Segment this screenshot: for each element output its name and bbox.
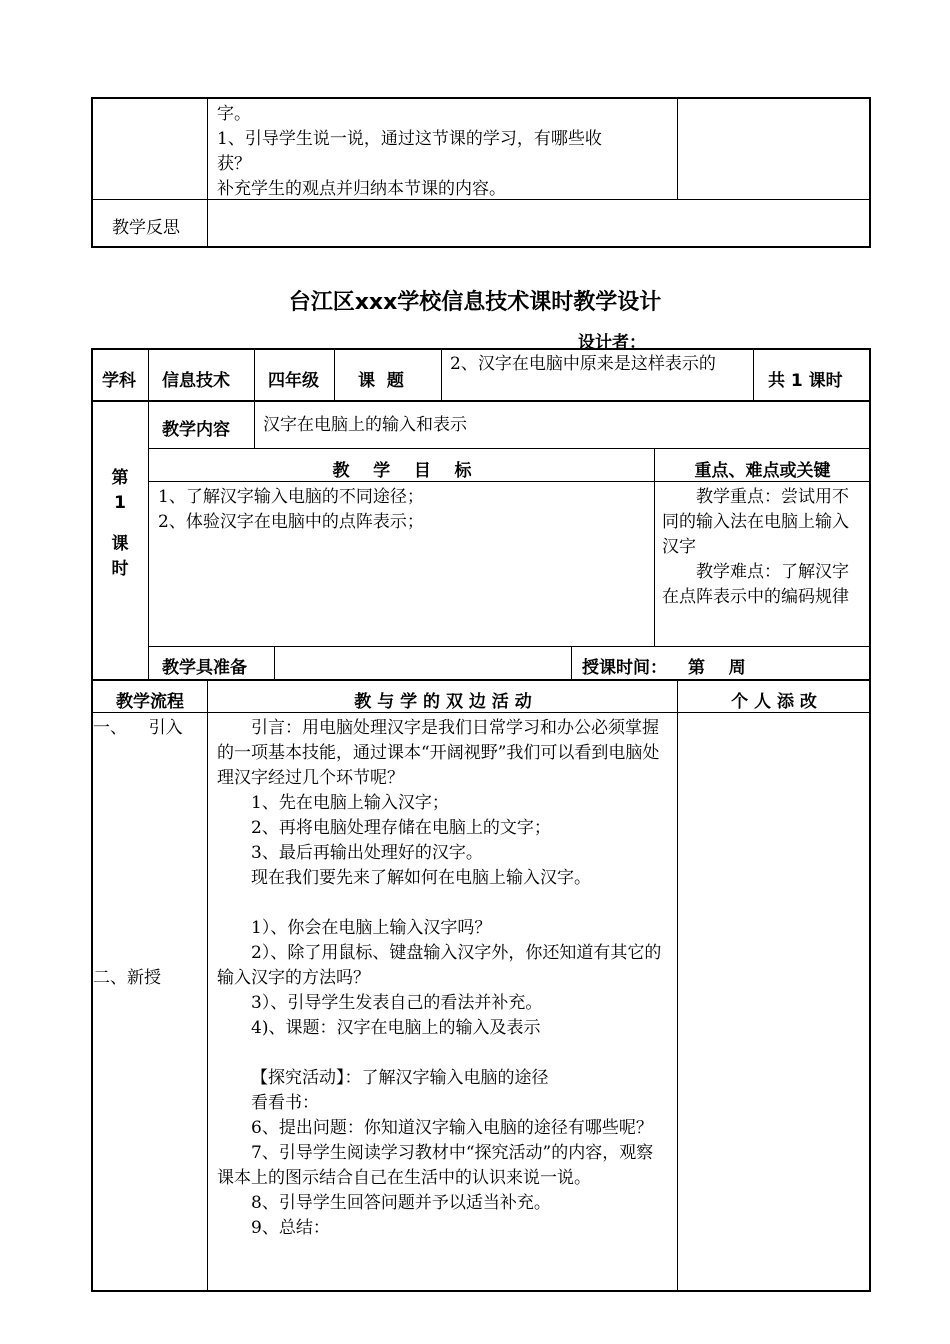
side-char: 1	[114, 493, 126, 513]
time-value: 第 周	[688, 658, 746, 678]
total-periods: 共 1 课时	[768, 371, 843, 391]
notes-header: 个 人 添 改	[731, 692, 817, 712]
blank-line	[217, 891, 669, 916]
activity-paragraph: 4)、课题：汉字在电脑上的输入及表示	[251, 1018, 541, 1038]
designer-label: 设计者：	[578, 333, 646, 353]
flow-step: 一、 引入	[93, 718, 183, 738]
activity-paragraph: 2、再将电脑处理存储在电脑上的文字；	[251, 818, 551, 838]
content-label: 教学内容	[162, 420, 230, 440]
prep-label: 教学具准备	[162, 658, 247, 678]
activity-paragraph: 【探究活动】：了解汉字输入电脑的途径	[251, 1068, 549, 1088]
prev-activity-text	[217, 102, 672, 202]
lesson-title: 2、汉字在电脑中原来是这样表示的	[450, 354, 716, 374]
activity-header: 教 与 学 的 双 边 活 动	[354, 692, 532, 712]
text-line: 字。	[217, 104, 251, 124]
activity-paragraph: 7、引导学生阅读学习教材中“探究活动”的内容，观察课本上的图示结合自己在生活中的认识来说一说。	[217, 1143, 654, 1188]
activity-paragraph: 3、最后再输出处理好的汉字。	[251, 843, 483, 863]
activity-paragraph: 6、提出问题：你知道汉字输入电脑的途径有哪些呢？	[251, 1118, 653, 1138]
keypoint-item: 教学难点：了解汉字在点阵表示中的编码规律	[662, 562, 849, 607]
activity-paragraph: 看看书：	[251, 1093, 319, 1113]
activity-paragraph: 引言：用电脑处理汉字是我们日常学习和办公必须掌握的一项基本技能，通过课本“开阔视野”我们可以看到电脑处理汉字经过几个环节呢？	[217, 718, 660, 788]
lesson-number-side	[96, 466, 144, 582]
keypoint-item: 教学重点：尝试用不同的输入法在电脑上输入汉字	[662, 487, 849, 557]
flow-step: 二、新授	[93, 968, 161, 988]
objectives-list	[158, 485, 648, 535]
side-char: 时	[111, 559, 129, 579]
keypoints-header: 重点、难点或关键	[694, 461, 831, 481]
flow-header: 教学流程	[116, 692, 184, 712]
subject-value: 信息技术	[162, 371, 230, 391]
content-value: 汉字在电脑上的输入和表示	[263, 415, 467, 435]
side-char: 课	[111, 534, 129, 554]
subject-label: 学科	[102, 371, 136, 391]
activity-paragraph: 1）、你会在电脑上输入汉字吗？	[251, 918, 492, 938]
lesson-label: 课 题	[358, 371, 404, 391]
time-label: 授课时间：	[582, 658, 667, 678]
text-line: 1、引导学生说一说，通过这节课的学习，有哪些收	[217, 129, 602, 149]
grade-value: 四年级	[268, 371, 319, 391]
activity-paragraph: 2）、除了用鼠标、键盘输入汉字外，你还知道有其它的输入汉字的方法吗？	[217, 943, 662, 988]
document-title: 台江区xxx学校信息技术课时教学设计	[288, 290, 662, 315]
objectives-header: 教 学 目 标	[332, 461, 472, 481]
text-line: 获？	[217, 154, 251, 174]
blank-line	[217, 1041, 669, 1066]
text-line: 补充学生的观点并归纳本节课的内容。	[217, 179, 506, 199]
activity-paragraph: 9、总结：	[251, 1218, 330, 1238]
objective-item: 1、了解汉字输入电脑的不同途径；	[158, 487, 424, 507]
reflection-label: 教学反思	[112, 218, 180, 238]
side-char: 第	[111, 468, 129, 488]
keypoints-list	[662, 485, 862, 610]
activity-paragraph: 8、引导学生回答问题并予以适当补充。	[251, 1193, 551, 1213]
activity-paragraph: 1、先在电脑上输入汉字；	[251, 793, 449, 813]
objective-item: 2、体验汉字在电脑中的点阵表示；	[158, 512, 424, 532]
activity-paragraph: 3）、引导学生发表自己的看法并补充。	[251, 993, 543, 1013]
activity-paragraph: 现在我们要先来了解如何在电脑上输入汉字。	[251, 868, 591, 888]
activity-body	[217, 716, 669, 1241]
